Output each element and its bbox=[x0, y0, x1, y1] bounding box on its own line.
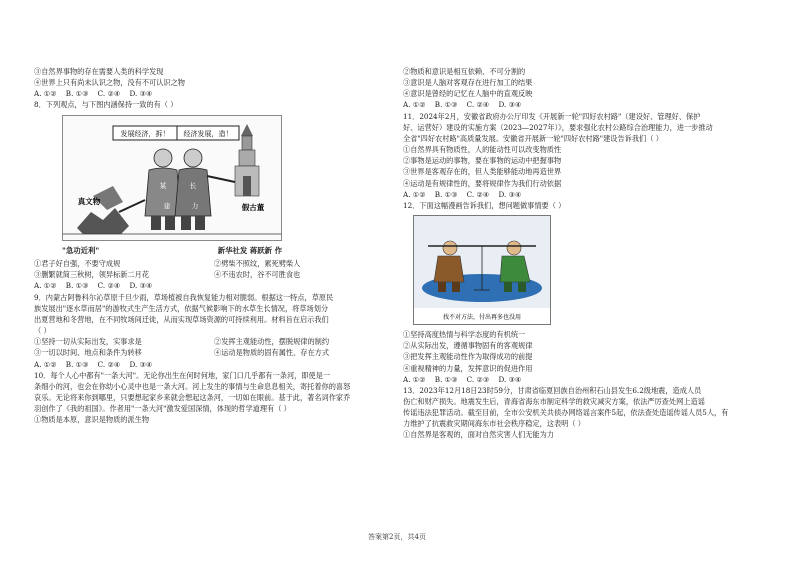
cartoon-illustration bbox=[63, 116, 281, 240]
q12-stem: 12．下面这幅漫画告诉我们，想问题做事情要（ ） bbox=[403, 200, 566, 210]
label-bottom-2: 力 bbox=[191, 201, 199, 210]
q8-option-4: ④不违农时，谷不可胜食也 bbox=[214, 270, 301, 280]
label-fake-antique: 假古董 bbox=[241, 202, 265, 212]
q8-options-row-2 bbox=[34, 269, 384, 280]
q10-option-3: ③意识是人脑对客观存在进行加工的结果 bbox=[403, 78, 533, 88]
q7-option-3: ③自然界事物的存在需要人类的科学发现 bbox=[34, 67, 164, 76]
q9-option-1: ①坚持一切从实际出发，实事求是 bbox=[34, 337, 142, 347]
banner-right-text: 经济发展，造！ bbox=[183, 129, 233, 138]
caption-credit: 新华社发 蒋跃新 作 bbox=[217, 245, 282, 255]
q11-answers: A. ①② B. ①③ C. ②④ D. ③④ bbox=[403, 189, 522, 199]
q13-option-1: ①自然界是客观的，面对自然灾害人们无能为力 bbox=[403, 430, 554, 440]
banner-left-text: 发展经济，拆！ bbox=[120, 129, 170, 138]
photo-caption: 找不对方法，付出再多也没用 bbox=[442, 314, 522, 322]
q12-cartoon-illustration bbox=[414, 216, 550, 324]
q9-line-2: 族发展出"逐水草而居"的游牧式生产生活方式，依据气候影响下的水草生长情况，将草场划分 bbox=[34, 303, 329, 313]
q11-option-2: ②事物是运动的事物，要在事物的运动中把握事物 bbox=[403, 156, 562, 166]
q11-option-3: ③世界是客观存在的，但人类能够能动地再造世界 bbox=[403, 167, 562, 177]
q10-option-4: ④意识是曾经的记忆在人脑中的直观反映 bbox=[403, 89, 533, 99]
page-footer: 答案第2页，共4页 bbox=[368, 533, 426, 541]
q8-option-2: ②劈柴不照纹，累死劈柴人 bbox=[214, 259, 301, 269]
q11-line-1: 11．2024年2月，安徽省政府办公厅印发《开展新一轮"四好农村路"（建设好、管理好、保护 bbox=[403, 111, 701, 121]
tag-left-person: 某 bbox=[159, 181, 167, 190]
q8-options-row-1 bbox=[34, 258, 384, 269]
q11-option-4: ④运动是有规律性的，要将规律作为我们行动依据 bbox=[403, 178, 562, 188]
right-column bbox=[403, 66, 761, 441]
q8-option-1: ①君子好自强，不要守成规 bbox=[34, 259, 121, 269]
caption-title: "急功近利" bbox=[62, 245, 100, 255]
q10-line-2: 条细小的河，也会在你幼小心灵中也是一条大河。河上发生的事情与生命息息相关，寄托着你的喜怒 bbox=[34, 381, 351, 391]
q8-option-3: ③删繁就简三秋树，领异标新二月花 bbox=[34, 270, 150, 280]
q10-line-1: 10．每个人心中都有"一条大河"。无论你出生在何时何地，家门口几乎都有一条河，即使是一 bbox=[34, 370, 331, 380]
q10-line-3: 哀乐。无论将来你到哪里，只要想起家乡来就会想起这条河，一切如在眼前。基于此，著名词作家乔 bbox=[34, 392, 351, 402]
q10-option-1: ①物质是本原，意识是物质的派生物 bbox=[34, 415, 150, 425]
label-bottom: 建 bbox=[163, 201, 171, 210]
q10-answers: A. ①② B. ①③ C. ②④ D. ③④ bbox=[403, 100, 522, 110]
q9-option-3: ③一切以时间、地点和条件为转移 bbox=[34, 348, 142, 358]
q12-answers: A. ①② B. ①③ C. ②③ D. ③④ bbox=[403, 374, 522, 384]
q9-line-4: （ ） bbox=[34, 326, 51, 336]
cartoon-figure bbox=[62, 115, 282, 241]
left-column bbox=[34, 66, 384, 425]
q11-option-1: ①自然界具有物质性，人的能动性可以改变物质性 bbox=[403, 145, 562, 155]
q7-answers: A. ①② B. ①③ C. ②④ D. ③④ bbox=[34, 89, 153, 99]
q12-cartoon-figure bbox=[413, 215, 551, 325]
q13-line-3: 传谣违法犯罪活动。截至目前，全市公安机关共侦办网络谣言案件5起，依法查处造谣传谣人员5人，有 bbox=[403, 408, 729, 418]
q13-line-2: 伤亡和财产损失。地震发生后，青海省海东市制定科学的救灾减灾方案，依法严厉查处网上造谣 bbox=[403, 396, 705, 406]
q11-line-2: 好、运营好）建设的实施方案（2023—2027年）》，要求强化农村公路综合治理能力，进一步推动 bbox=[403, 122, 713, 132]
q8-stem: 8．下列观点，与下图内涵保持一致的有（ ） bbox=[34, 100, 178, 110]
q9-options-row-1 bbox=[34, 336, 384, 347]
q8-answers: A. ①② B. ①③ C. ②④ D. ③④ bbox=[34, 281, 153, 291]
q13-line-1: 13．2023年12月18日23时59分，甘肃省临夏回族自治州积石山县发生6.2级地震，造成人员 bbox=[403, 385, 702, 395]
q9-options-row-2 bbox=[34, 347, 384, 358]
q9-line-3: 出夏营地和冬营地，在不同牧场间迁徙，从而实现草场资源的可持续利用。材料旨在启示我们 bbox=[34, 314, 329, 324]
q9-line-1: 9．内蒙古阿鲁科尔沁草原千旦少雨，草场植被自我恢复能力相对脆弱。根据这一特点，草原民 bbox=[34, 292, 334, 302]
q11-line-3: 全省"四好农村路"高质量发展。安徽省开展新一轮"四好农村路"建设告诉我们（ ） bbox=[403, 133, 663, 143]
q9-option-4: ④运动是物质的固有属性、存在方式 bbox=[214, 348, 330, 358]
q7-option-4: ④世界上只有尚未认识之物，没有不可认识之物 bbox=[34, 78, 185, 88]
cartoon-caption bbox=[62, 245, 282, 256]
q12-option-2: ②从实际出发，遵循事物固有的客观规律 bbox=[403, 341, 533, 351]
q9-answers: A. ①② B. ①③ C. ②④ D. ③④ bbox=[34, 359, 153, 369]
q12-option-1: ①坚持高度热情与科学态度的有机统一 bbox=[403, 330, 526, 340]
q9-option-2: ②发挥主观能动性，摆脱规律的制约 bbox=[214, 337, 330, 347]
q10-line-4: 羽创作了《我的祖国》。作者用"一条大河"激发爱国深情，体现的哲学道理有（ ） bbox=[34, 404, 291, 414]
q10-option-2: ②物质和意识是相互依赖、不可分割的 bbox=[403, 67, 526, 76]
q12-option-4: ④重视精神的力量，发挥意识的促进作用 bbox=[403, 363, 533, 373]
q13-line-4: 力维护了抗震救灾期间海东市社会秩序稳定，这表明（ ） bbox=[403, 419, 585, 429]
label-real-heritage: 真文物 bbox=[77, 196, 101, 206]
q12-option-3: ③把发挥主观能动性作为取得成功的前提 bbox=[403, 352, 533, 362]
tag-right-person: 长 bbox=[189, 181, 197, 190]
